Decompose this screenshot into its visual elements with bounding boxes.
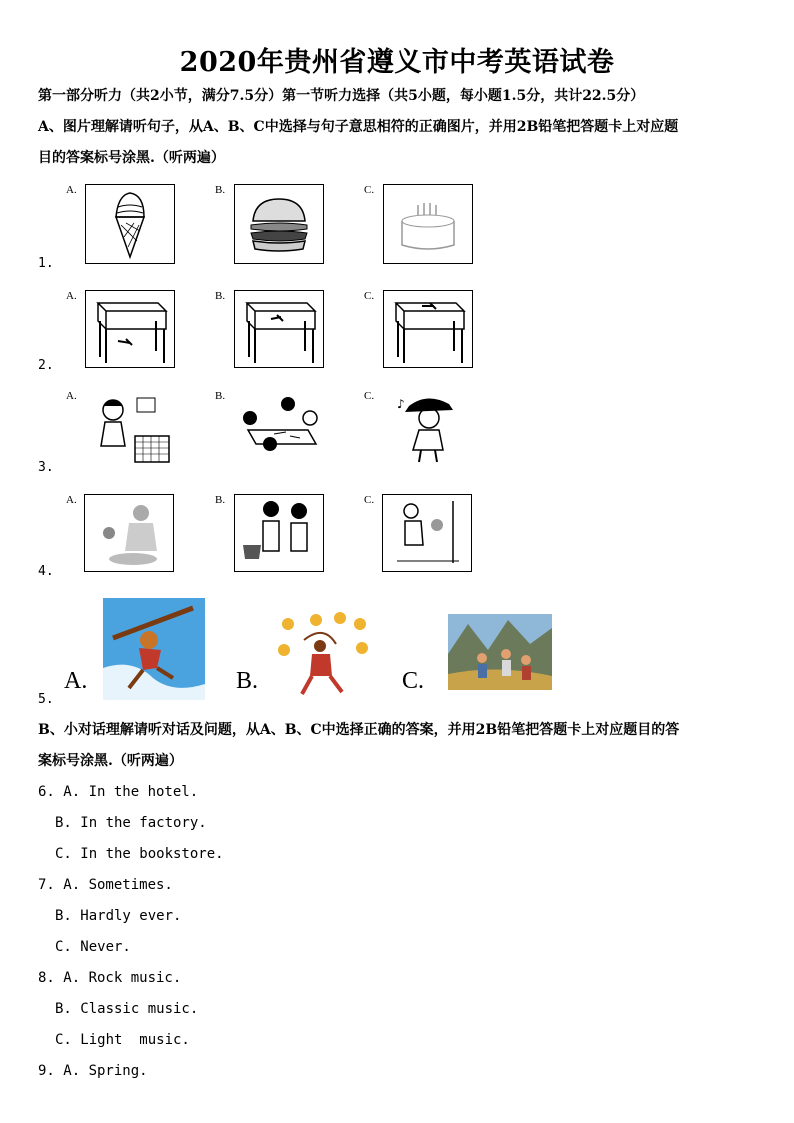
section-b-instruction-1: B、小对话理解请听对话及问题，从A、B、C中选择正确的答案，并用2B铅笔把答题卡上对应题目的答 bbox=[38, 722, 680, 738]
section-a-instruction-2: 目的答案标号涂黑.（听两遍） bbox=[38, 150, 225, 166]
q8-option-b: B. Classic music. bbox=[55, 1001, 199, 1017]
students-at-table-icon[interactable] bbox=[234, 390, 322, 466]
row4-label-a: A. bbox=[66, 494, 77, 506]
q6-option-b: B. In the factory. bbox=[55, 815, 207, 831]
row3-label-b: B. bbox=[215, 390, 226, 402]
keys-under-table-icon[interactable] bbox=[85, 290, 175, 368]
row5-label-c: C. bbox=[402, 668, 425, 694]
keys-on-table-icon[interactable] bbox=[383, 290, 473, 368]
row2-number: 2. bbox=[38, 358, 54, 373]
page-title: 2020年贵州省遵义市中考英语试卷 bbox=[179, 47, 615, 78]
row5-label-a: A. bbox=[64, 668, 88, 694]
row1-label-c: C. bbox=[364, 184, 375, 196]
girl-with-box-icon[interactable] bbox=[85, 390, 173, 466]
row4-label-c: C. bbox=[364, 494, 375, 506]
row4-number: 4. bbox=[38, 564, 54, 579]
section-b-instruction-2: 案标号涂黑.（听两遍） bbox=[38, 753, 183, 769]
shopping-basket-icon[interactable] bbox=[234, 494, 324, 572]
keys-in-drawer-icon[interactable] bbox=[234, 290, 324, 368]
q7-option-a: 7. A. Sometimes. bbox=[38, 877, 173, 893]
part1-heading: 第一部分听力（共2小节，满分7.5分）第一节听力选择（共5小题，每小题1.5分，共计22.5分） bbox=[38, 88, 645, 104]
row4-label-b: B. bbox=[215, 494, 226, 506]
row2-label-b: B. bbox=[215, 290, 226, 302]
q8-option-c: C. Light music. bbox=[55, 1032, 190, 1048]
row1-label-a: A. bbox=[66, 184, 77, 196]
cleaning-floor-icon[interactable] bbox=[382, 494, 472, 572]
ice-cream-icon[interactable] bbox=[85, 184, 175, 264]
row3-label-a: A. bbox=[66, 390, 77, 402]
girl-with-headphones-icon[interactable] bbox=[383, 390, 471, 466]
row5-label-b: B. bbox=[236, 668, 259, 694]
row3-number: 3. bbox=[38, 460, 54, 475]
washing-clothes-icon[interactable] bbox=[84, 494, 174, 572]
row1-number: 1. bbox=[38, 256, 54, 271]
q6-option-a: 6. A. In the hotel. bbox=[38, 784, 199, 800]
row2-label-c: C. bbox=[364, 290, 375, 302]
row3-label-c: C. bbox=[364, 390, 375, 402]
q7-option-b: B. Hardly ever. bbox=[55, 908, 182, 924]
q8-option-a: 8. A. Rock music. bbox=[38, 970, 182, 986]
moving-mountains-icon[interactable] bbox=[448, 614, 552, 690]
svg-text:♪: ♪ bbox=[397, 397, 405, 411]
q7-option-c: C. Never. bbox=[55, 939, 131, 955]
hamburger-icon[interactable] bbox=[234, 184, 324, 264]
q6-option-c: C. In the bookstore. bbox=[55, 846, 224, 862]
row5-number: 5. bbox=[38, 692, 54, 707]
archer-suns-icon[interactable] bbox=[274, 610, 378, 698]
row2-label-a: A. bbox=[66, 290, 77, 302]
q9-option-a: 9. A. Spring. bbox=[38, 1063, 148, 1079]
row1-label-b: B. bbox=[215, 184, 226, 196]
birthday-cake-icon[interactable] bbox=[383, 184, 473, 264]
monkey-king-icon[interactable] bbox=[103, 598, 205, 700]
section-a-instruction-1: A、图片理解请听句子，从A、B、C中选择与句子意思相符的正确图片，并用2B铅笔把答题卡上对应题 bbox=[38, 119, 679, 135]
